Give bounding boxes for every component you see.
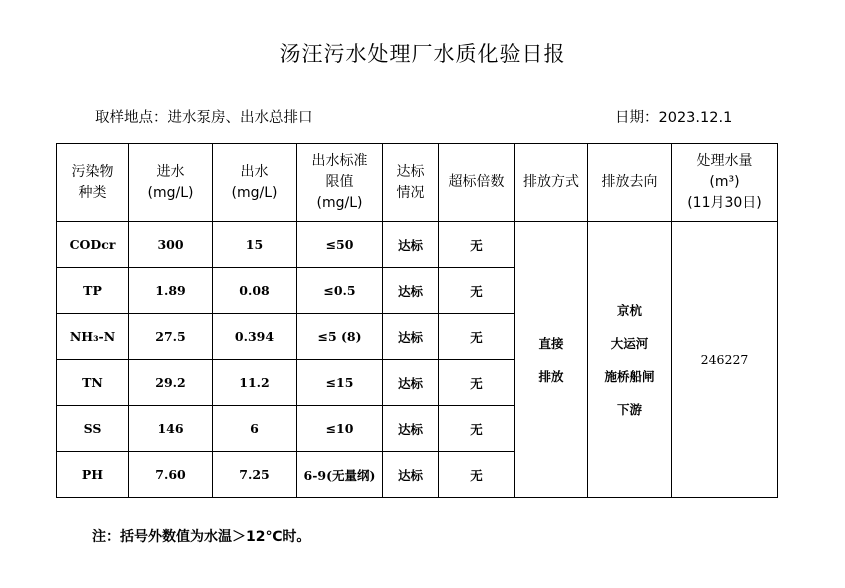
header-outflow: 出水 (mg/L) — [213, 144, 297, 222]
cell-outflow: 6 — [213, 406, 297, 452]
cell-status: 达标 — [383, 222, 439, 268]
cell-inflow: 146 — [129, 406, 213, 452]
sampling-location: 取样地点：进水泵房、出水总排口 — [95, 110, 313, 126]
cell-pollutant: TN — [57, 360, 129, 406]
cell-inflow: 29.2 — [129, 360, 213, 406]
cell-exceed: 无 — [439, 406, 515, 452]
cell-pollutant: TP — [57, 268, 129, 314]
cell-status: 达标 — [383, 406, 439, 452]
cell-outflow: 0.394 — [213, 314, 297, 360]
header-exceed: 超标倍数 — [439, 144, 515, 222]
report-title: 汤汪污水处理厂水质化验日报 — [279, 42, 566, 66]
cell-inflow: 27.5 — [129, 314, 213, 360]
cell-limit: ≤15 — [297, 360, 383, 406]
cell-limit: ≤0.5 — [297, 268, 383, 314]
cell-outflow: 15 — [213, 222, 297, 268]
cell-pollutant: NH₃-N — [57, 314, 129, 360]
cell-outflow: 0.08 — [213, 268, 297, 314]
cell-status: 达标 — [383, 452, 439, 498]
cell-limit: ≤50 — [297, 222, 383, 268]
cell-inflow: 1.89 — [129, 268, 213, 314]
cell-exceed: 无 — [439, 314, 515, 360]
water-quality-table — [56, 143, 778, 498]
volume-cell: 246227 — [672, 222, 778, 498]
cell-exceed: 无 — [439, 268, 515, 314]
header-limit: 出水标准 限值 (mg/L) — [297, 144, 383, 222]
cell-status: 达标 — [383, 314, 439, 360]
cell-status: 达标 — [383, 360, 439, 406]
cell-limit: ≤10 — [297, 406, 383, 452]
cell-status: 达标 — [383, 268, 439, 314]
cell-outflow: 7.25 — [213, 452, 297, 498]
header-row — [57, 144, 778, 222]
discharge-method-cell: 直接 排放 — [515, 222, 588, 498]
cell-exceed: 无 — [439, 360, 515, 406]
cell-inflow: 300 — [129, 222, 213, 268]
header-status: 达标 情况 — [383, 144, 439, 222]
cell-exceed: 无 — [439, 452, 515, 498]
cell-pollutant: PH — [57, 452, 129, 498]
header-inflow: 进水 (mg/L) — [129, 144, 213, 222]
cell-limit: ≤5 (8) — [297, 314, 383, 360]
cell-outflow: 11.2 — [213, 360, 297, 406]
header-pollutant: 污染物 种类 — [57, 144, 129, 222]
header-discharge-dest: 排放去向 — [588, 144, 672, 222]
footnote: 注：括号外数值为水温＞12℃时。 — [92, 529, 311, 545]
header-discharge-method: 排放方式 — [515, 144, 588, 222]
cell-pollutant: SS — [57, 406, 129, 452]
discharge-dest-cell: 京杭 大运河 施桥船闸 下游 — [588, 222, 672, 498]
cell-limit: 6-9(无量纲) — [297, 452, 383, 498]
report-date: 日期：2023.12.1 — [615, 110, 733, 126]
cell-pollutant: CODcr — [57, 222, 129, 268]
cell-exceed: 无 — [439, 222, 515, 268]
table-row — [57, 222, 778, 268]
cell-inflow: 7.60 — [129, 452, 213, 498]
header-volume: 处理水量 (m³) (11月30日) — [672, 144, 778, 222]
